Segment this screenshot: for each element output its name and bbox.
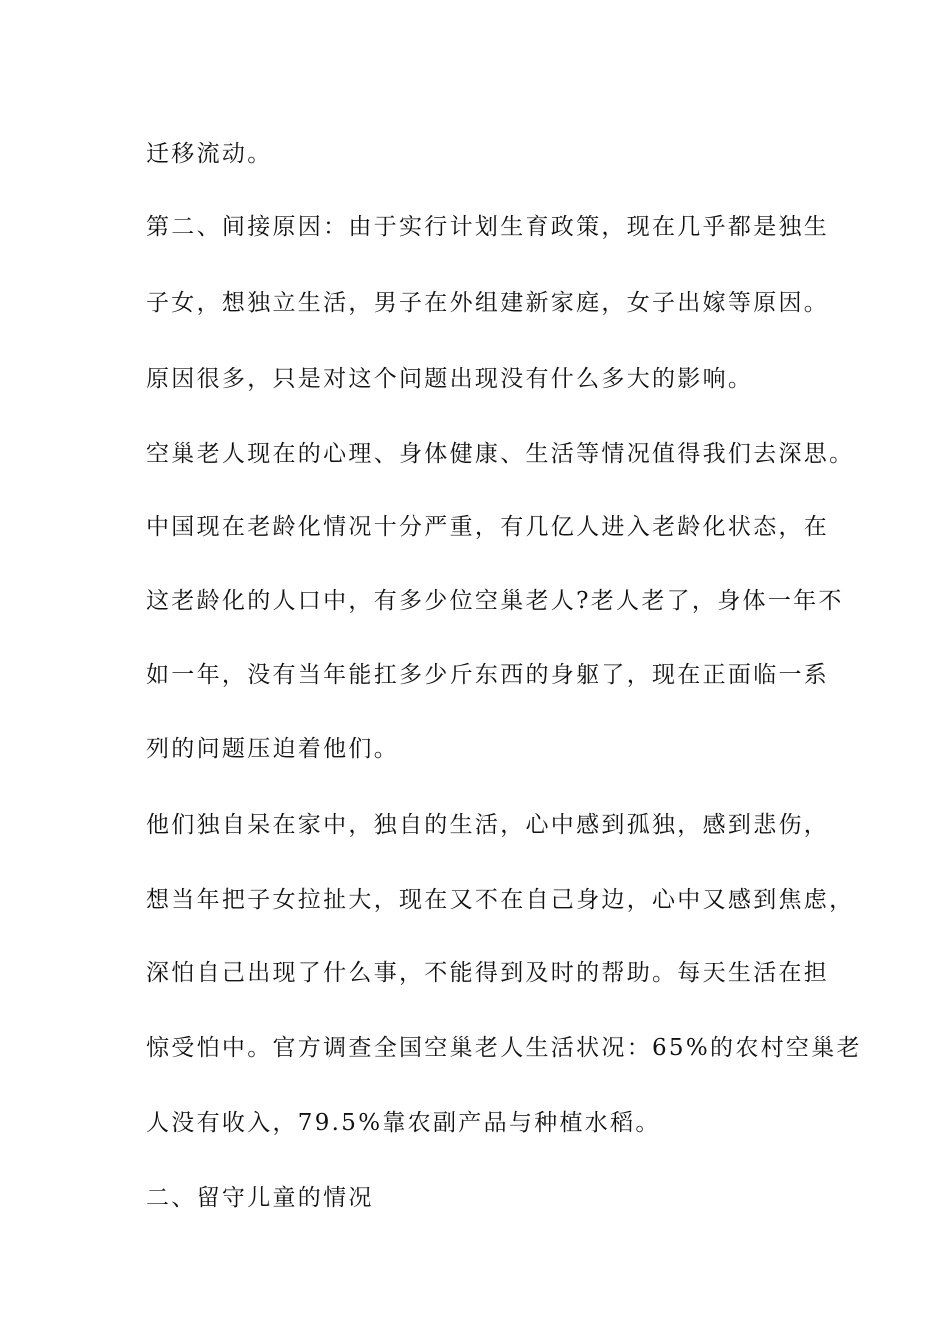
section-heading: 二、留守儿童的情况: [146, 1185, 374, 1211]
text-line: 子女，想独立生活，男子在外组建新家庭，女子出嫁等原因。: [146, 290, 830, 316]
text-line: 中国现在老龄化情况十分严重，有几亿人进入老龄化状态，在: [146, 514, 830, 540]
text-line: 原因很多，只是对这个问题出现没有什么多大的影响。: [146, 366, 754, 392]
text-line: 迁移流动。: [146, 141, 273, 167]
text-line: 列的问题压迫着他们。: [146, 736, 399, 762]
text-line: 想当年把子女拉扯大，现在又不在自己身边，心中又感到焦虑，: [146, 887, 855, 913]
text-line: 这老龄化的人口中，有多少位空巢老人?老人老了，身体一年不: [146, 588, 844, 614]
text-line: 他们独自呆在家中，独自的生活，心中感到孤独，感到悲伤，: [146, 812, 830, 838]
text-line: 空巢老人现在的心理、身体健康、生活等情况值得我们去深思。: [146, 441, 855, 467]
text-line: 深怕自己出现了什么事，不能得到及时的帮助。每天生活在担: [146, 960, 830, 986]
text-line: 惊受怕中。官方调查全国空巢老人生活状况：65%的农村空巢老: [146, 1035, 862, 1061]
text-line: 如一年，没有当年能扛多少斤东西的身躯了，现在正面临一系: [146, 662, 830, 688]
text-line: 人没有收入，79.5%靠农副产品与种植水稻。: [146, 1110, 661, 1136]
text-line: 第二、间接原因：由于实行计划生育政策，现在几乎都是独生: [146, 214, 830, 240]
